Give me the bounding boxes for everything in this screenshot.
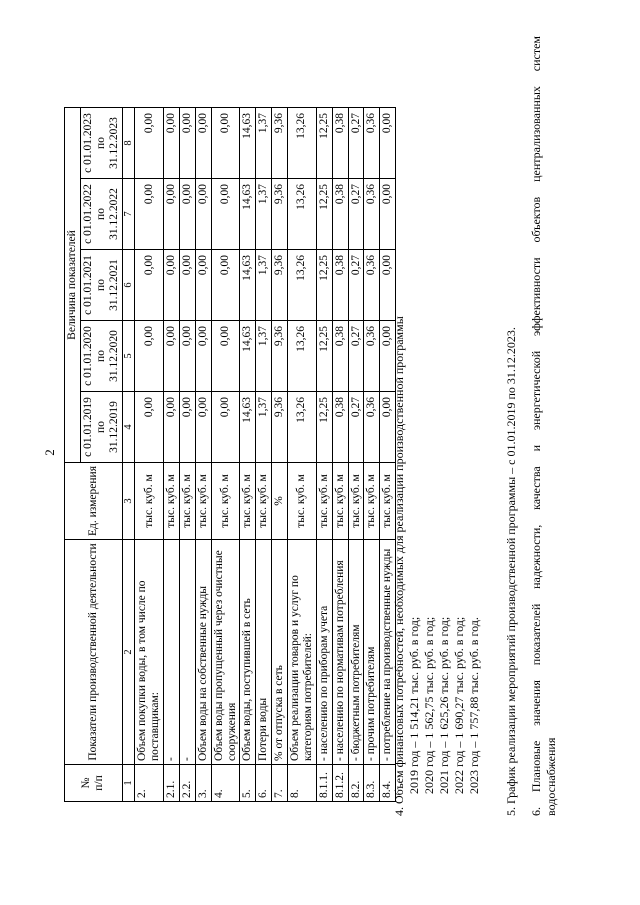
header-period: с 01.01.2021 по 31.12.2021	[80, 250, 122, 321]
table-row	[195, 108, 211, 802]
row-value: 0,38	[332, 392, 348, 463]
row-value: 0,00	[211, 179, 240, 250]
row-number: 8.1.1.	[316, 765, 332, 802]
row-value: 0,38	[332, 321, 348, 392]
financial-needs-title: 4. Объем финансовых потребностей, необходимых для реализации производственной программы	[392, 316, 406, 816]
row-value: 0,00	[164, 179, 180, 250]
row-unit: тыс. куб. м	[316, 463, 332, 540]
row-value: 13,26	[288, 108, 317, 179]
table-row	[211, 108, 240, 802]
table-row	[135, 108, 164, 802]
row-value: 0,00	[195, 108, 211, 179]
production-indicators-table	[64, 107, 396, 802]
row-value: 14,63	[240, 250, 256, 321]
table-row	[240, 108, 256, 802]
row-value: 0,00	[179, 321, 195, 392]
row-value: 1,37	[256, 108, 272, 179]
row-value: 0,36	[364, 179, 380, 250]
financial-line: 2023 год – 1 757,88 тыс. руб. в год.	[467, 617, 481, 794]
row-value: 0,36	[364, 250, 380, 321]
page-number: 2	[42, 449, 57, 456]
row-value: 0,00	[211, 392, 240, 463]
row-value: 0,00	[195, 321, 211, 392]
header-period: с 01.01.2020 по 31.12.2020	[80, 321, 122, 392]
row-value: 0,36	[364, 392, 380, 463]
row-value: 0,00	[135, 321, 164, 392]
row-value: 9,36	[272, 250, 288, 321]
row-value: 0,27	[348, 108, 364, 179]
financial-line: 2022 год – 1 690,27 тыс. руб. в год;	[452, 616, 466, 794]
col-number: 6	[122, 250, 135, 321]
row-unit: тыс. куб. м	[288, 463, 317, 540]
header-period: с 01.01.2022 по 31.12.2022	[80, 179, 122, 250]
row-indicator: Объем покупки воды, в том числе по поставщикам:	[135, 540, 164, 765]
row-value: 0,00	[135, 179, 164, 250]
row-indicator: -	[164, 540, 180, 765]
row-number: 8.1.2.	[332, 765, 348, 802]
row-value: 0,38	[332, 179, 348, 250]
row-unit: %	[272, 463, 288, 540]
col-number: 4	[122, 392, 135, 463]
schedule-paragraph: 5. График реализации мероприятий производственной программы – с 01.01.2019 по 31.12.2023.	[504, 327, 518, 816]
row-value: 13,26	[288, 321, 317, 392]
row-value: 0,00	[135, 108, 164, 179]
row-indicator: -	[179, 540, 195, 765]
table-row	[288, 108, 317, 802]
row-value: 0,00	[164, 108, 180, 179]
row-value: 0,00	[164, 250, 180, 321]
row-value: 0,00	[164, 321, 180, 392]
col-number: 1	[122, 765, 135, 802]
col-number: 5	[122, 321, 135, 392]
row-value: 0,00	[380, 179, 396, 250]
header-period: с 01.01.2023 по 31.12.2023	[80, 108, 122, 179]
header-period: с 01.01.2019 по 31.12.2019	[80, 392, 122, 463]
table-row	[179, 108, 195, 802]
table-row	[364, 108, 380, 802]
row-value: 0,00	[179, 392, 195, 463]
header-unit: Ед. измерения	[65, 463, 123, 540]
row-unit: тыс. куб. м	[179, 463, 195, 540]
row-number: 2.1.	[164, 765, 180, 802]
row-indicator: - потребление на производственные нужды	[380, 540, 396, 765]
row-number: 2.2.	[179, 765, 195, 802]
row-value: 0,00	[195, 250, 211, 321]
row-value: 0,36	[364, 108, 380, 179]
row-indicator: Объем воды на собственные нужды	[195, 540, 211, 765]
header-values-group: Величина показателей	[65, 108, 81, 463]
row-value: 14,63	[240, 321, 256, 392]
row-value: 13,26	[288, 392, 317, 463]
row-value: 0,00	[211, 108, 240, 179]
row-value: 0,00	[380, 392, 396, 463]
row-value: 0,36	[364, 321, 380, 392]
row-value: 14,63	[240, 392, 256, 463]
row-value: 13,26	[288, 250, 317, 321]
row-indicator: Объем воды, поступившей в сеть	[240, 540, 256, 765]
row-value: 0,00	[195, 392, 211, 463]
table-row	[316, 108, 332, 802]
table-row	[256, 108, 272, 802]
row-number: 8.3.	[364, 765, 380, 802]
notes-section	[392, 36, 559, 816]
row-value: 0,27	[348, 321, 364, 392]
financial-line: 2019 год – 1 514,21 тыс. руб. в год;	[407, 616, 421, 794]
row-value: 12,25	[316, 250, 332, 321]
col-number: 8	[122, 108, 135, 179]
row-value: 0,00	[164, 392, 180, 463]
row-unit: тыс. куб. м	[380, 463, 396, 540]
col-number: 3	[122, 463, 135, 540]
row-value: 1,37	[256, 321, 272, 392]
row-unit: тыс. куб. м	[195, 463, 211, 540]
table-row	[164, 108, 180, 802]
col-number: 7	[122, 179, 135, 250]
row-indicator: - бюджетным потребителям	[348, 540, 364, 765]
row-unit: тыс. куб. м	[364, 463, 380, 540]
row-indicator: - населению по приборам учета	[316, 540, 332, 765]
row-value: 14,63	[240, 179, 256, 250]
row-number: 8.4.	[380, 765, 396, 802]
row-value: 0,27	[348, 179, 364, 250]
row-number: 3.	[195, 765, 211, 802]
row-number: 7.	[272, 765, 288, 802]
row-number: 6.	[256, 765, 272, 802]
table-row	[272, 108, 288, 802]
row-unit: тыс. куб. м	[135, 463, 164, 540]
row-indicator: % от отпуска в сеть	[272, 540, 288, 765]
row-value: 0,00	[179, 179, 195, 250]
row-value: 14,63	[240, 108, 256, 179]
row-value: 1,37	[256, 250, 272, 321]
row-value: 0,38	[332, 250, 348, 321]
row-unit: тыс. куб. м	[332, 463, 348, 540]
financial-line: 2020 год – 1 562,75 тыс. руб. в год;	[422, 616, 436, 794]
row-number: 5.	[240, 765, 256, 802]
row-value: 0,38	[332, 108, 348, 179]
row-unit: тыс. куб. м	[348, 463, 364, 540]
row-value: 0,00	[135, 392, 164, 463]
row-value: 12,25	[316, 392, 332, 463]
row-number: 8.2.	[348, 765, 364, 802]
row-value: 0,00	[380, 321, 396, 392]
indicators-paragraph: 6. Плановые значения показателей надежности, качества и энергетической эффективности объектов централизованных систем	[529, 36, 543, 816]
row-value: 0,00	[179, 250, 195, 321]
row-value: 13,26	[288, 179, 317, 250]
row-value: 9,36	[272, 392, 288, 463]
table-row	[332, 108, 348, 802]
row-value: 9,36	[272, 108, 288, 179]
header-indicator: Показатели производственной деятельности	[65, 540, 123, 765]
row-number: 2.	[135, 765, 164, 802]
row-unit: тыс. куб. м	[256, 463, 272, 540]
row-value: 0,27	[348, 250, 364, 321]
row-value: 0,00	[211, 250, 240, 321]
indicators-paragraph-cont: водоснабжения	[544, 737, 558, 816]
row-indicator: Объем воды пропущенный через очистные сооружения	[211, 540, 240, 765]
row-value: 0,27	[348, 392, 364, 463]
financial-line: 2021 год – 1 625,26 тыс. руб. в год;	[437, 616, 451, 794]
row-value: 0,00	[211, 321, 240, 392]
row-value: 1,37	[256, 392, 272, 463]
row-value: 1,37	[256, 179, 272, 250]
row-number: 8.	[288, 765, 317, 802]
row-value: 9,36	[272, 179, 288, 250]
table-row	[348, 108, 364, 802]
row-value: 0,00	[380, 250, 396, 321]
row-indicator: - прочим потребителям	[364, 540, 380, 765]
row-value: 0,00	[195, 179, 211, 250]
row-indicator: Потери воды	[256, 540, 272, 765]
row-number: 4.	[211, 765, 240, 802]
header-num: № п/п	[65, 765, 123, 802]
row-value: 12,25	[316, 108, 332, 179]
row-unit: тыс. куб. м	[211, 463, 240, 540]
row-indicator: - населению по нормативам потребления	[332, 540, 348, 765]
col-number: 2	[122, 540, 135, 765]
row-value: 0,00	[380, 108, 396, 179]
row-unit: тыс. куб. м	[164, 463, 180, 540]
row-indicator: Объем реализации товаров и услуг по категориям потребителей:	[288, 540, 317, 765]
row-value: 9,36	[272, 321, 288, 392]
row-value: 0,00	[179, 108, 195, 179]
row-value: 0,00	[135, 250, 164, 321]
row-unit: тыс. куб. м	[240, 463, 256, 540]
row-value: 12,25	[316, 321, 332, 392]
row-value: 12,25	[316, 179, 332, 250]
